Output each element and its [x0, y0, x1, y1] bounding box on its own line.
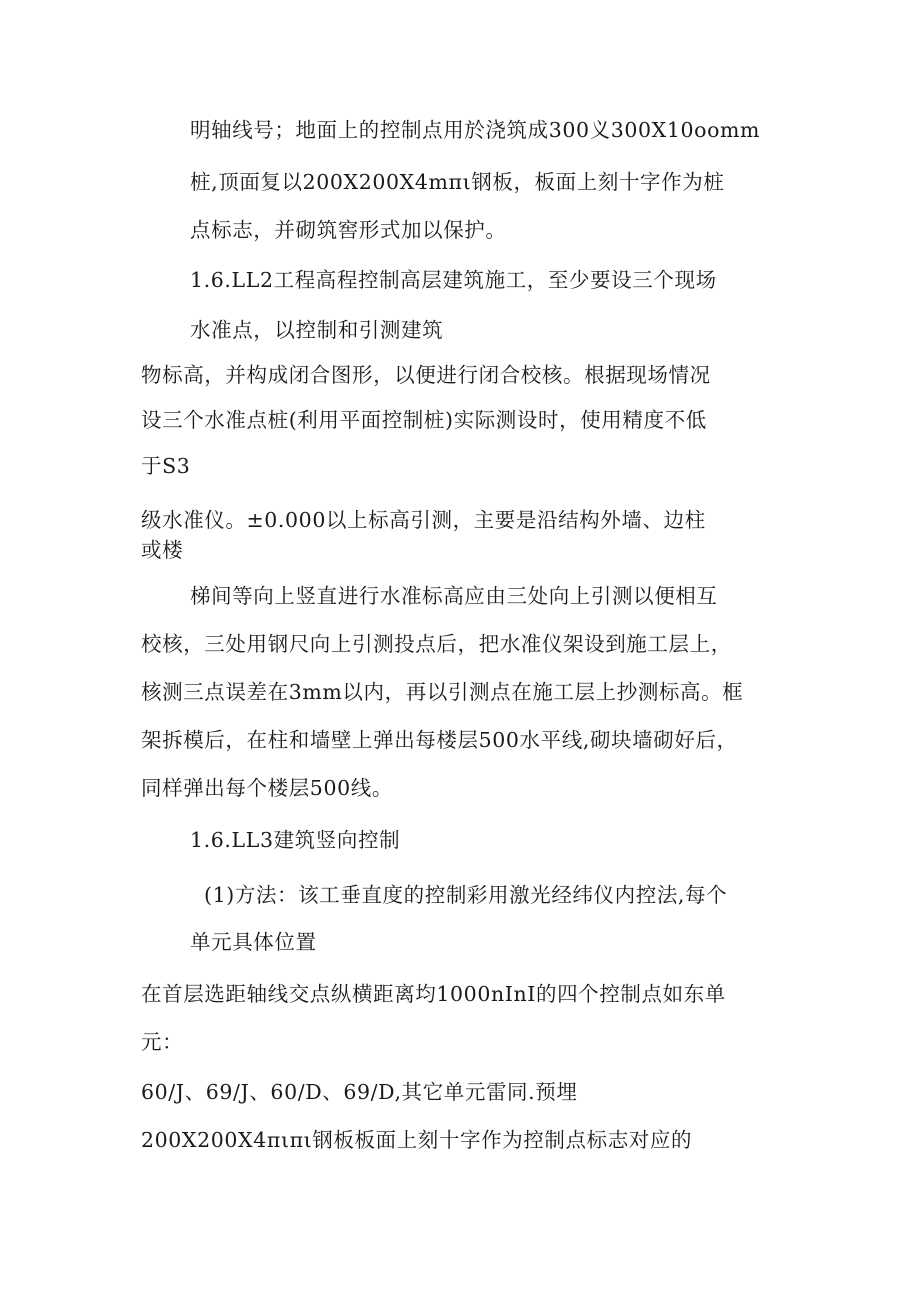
text-line: 级水准仪。±0.000以上标高引测，主要是沿结构外墙、边柱 [141, 508, 706, 532]
text-line: (1)方法：该工垂直度的控制彩用激光经纬仪内控法,每个 [204, 883, 728, 907]
text-line: 200X200X4πιπι钢板板面上刻十字作为控制点标志对应的 [141, 1128, 693, 1152]
text-line: 明轴线号；地面上的控制点用於浇筑成300义300X10oomm [190, 118, 761, 142]
text-line: 单元具体位置 [190, 930, 317, 954]
text-line: 1.6.LL2工程高程控制高层建筑施工，至少要设三个现场 [190, 268, 717, 292]
text-line: 点标志，并砌筑窖形式加以保护。 [190, 218, 507, 242]
text-line: 或楼 [141, 538, 184, 562]
text-line: 设三个水准点桩(利用平面控制桩)实际测设时，使用精度不低 [141, 408, 707, 432]
text-line: 在首层选距轴线交点纵横距离均1000nInI的四个控制点如东单 [141, 982, 726, 1006]
text-line: 梯间等向上竖直进行水准标高应由三处向上引测以便相互 [190, 584, 718, 608]
text-line: 水准点，以控制和引测建筑 [190, 318, 444, 342]
text-line: 桩,顶面复以200X200X4mπι钢板，板面上刻十字作为桩 [190, 170, 725, 194]
text-line: 于S3 [141, 454, 191, 478]
text-line: 同样弹出每个楼层500线。 [141, 776, 393, 800]
text-line: 元： [141, 1030, 184, 1054]
text-line: 校核，三处用钢尺向上引测投点后，把水准仪架设到施工层上， [141, 632, 732, 656]
text-line: 架拆模后，在柱和墙壁上弹出每楼层500水平线,砌块墙砌好后， [141, 728, 738, 752]
text-line: 1.6.LL3建筑竖向控制 [190, 828, 401, 852]
text-line: 核测三点误差在3mm以内，再以引测点在施工层上抄测标高。框 [141, 680, 744, 704]
text-line: 60/J、69/J、60/D、69/D,其它单元雷同.预埋 [141, 1080, 578, 1104]
text-line: 物标高，并构成闭合图形，以便进行闭合校核。根据现场情况 [141, 363, 711, 387]
